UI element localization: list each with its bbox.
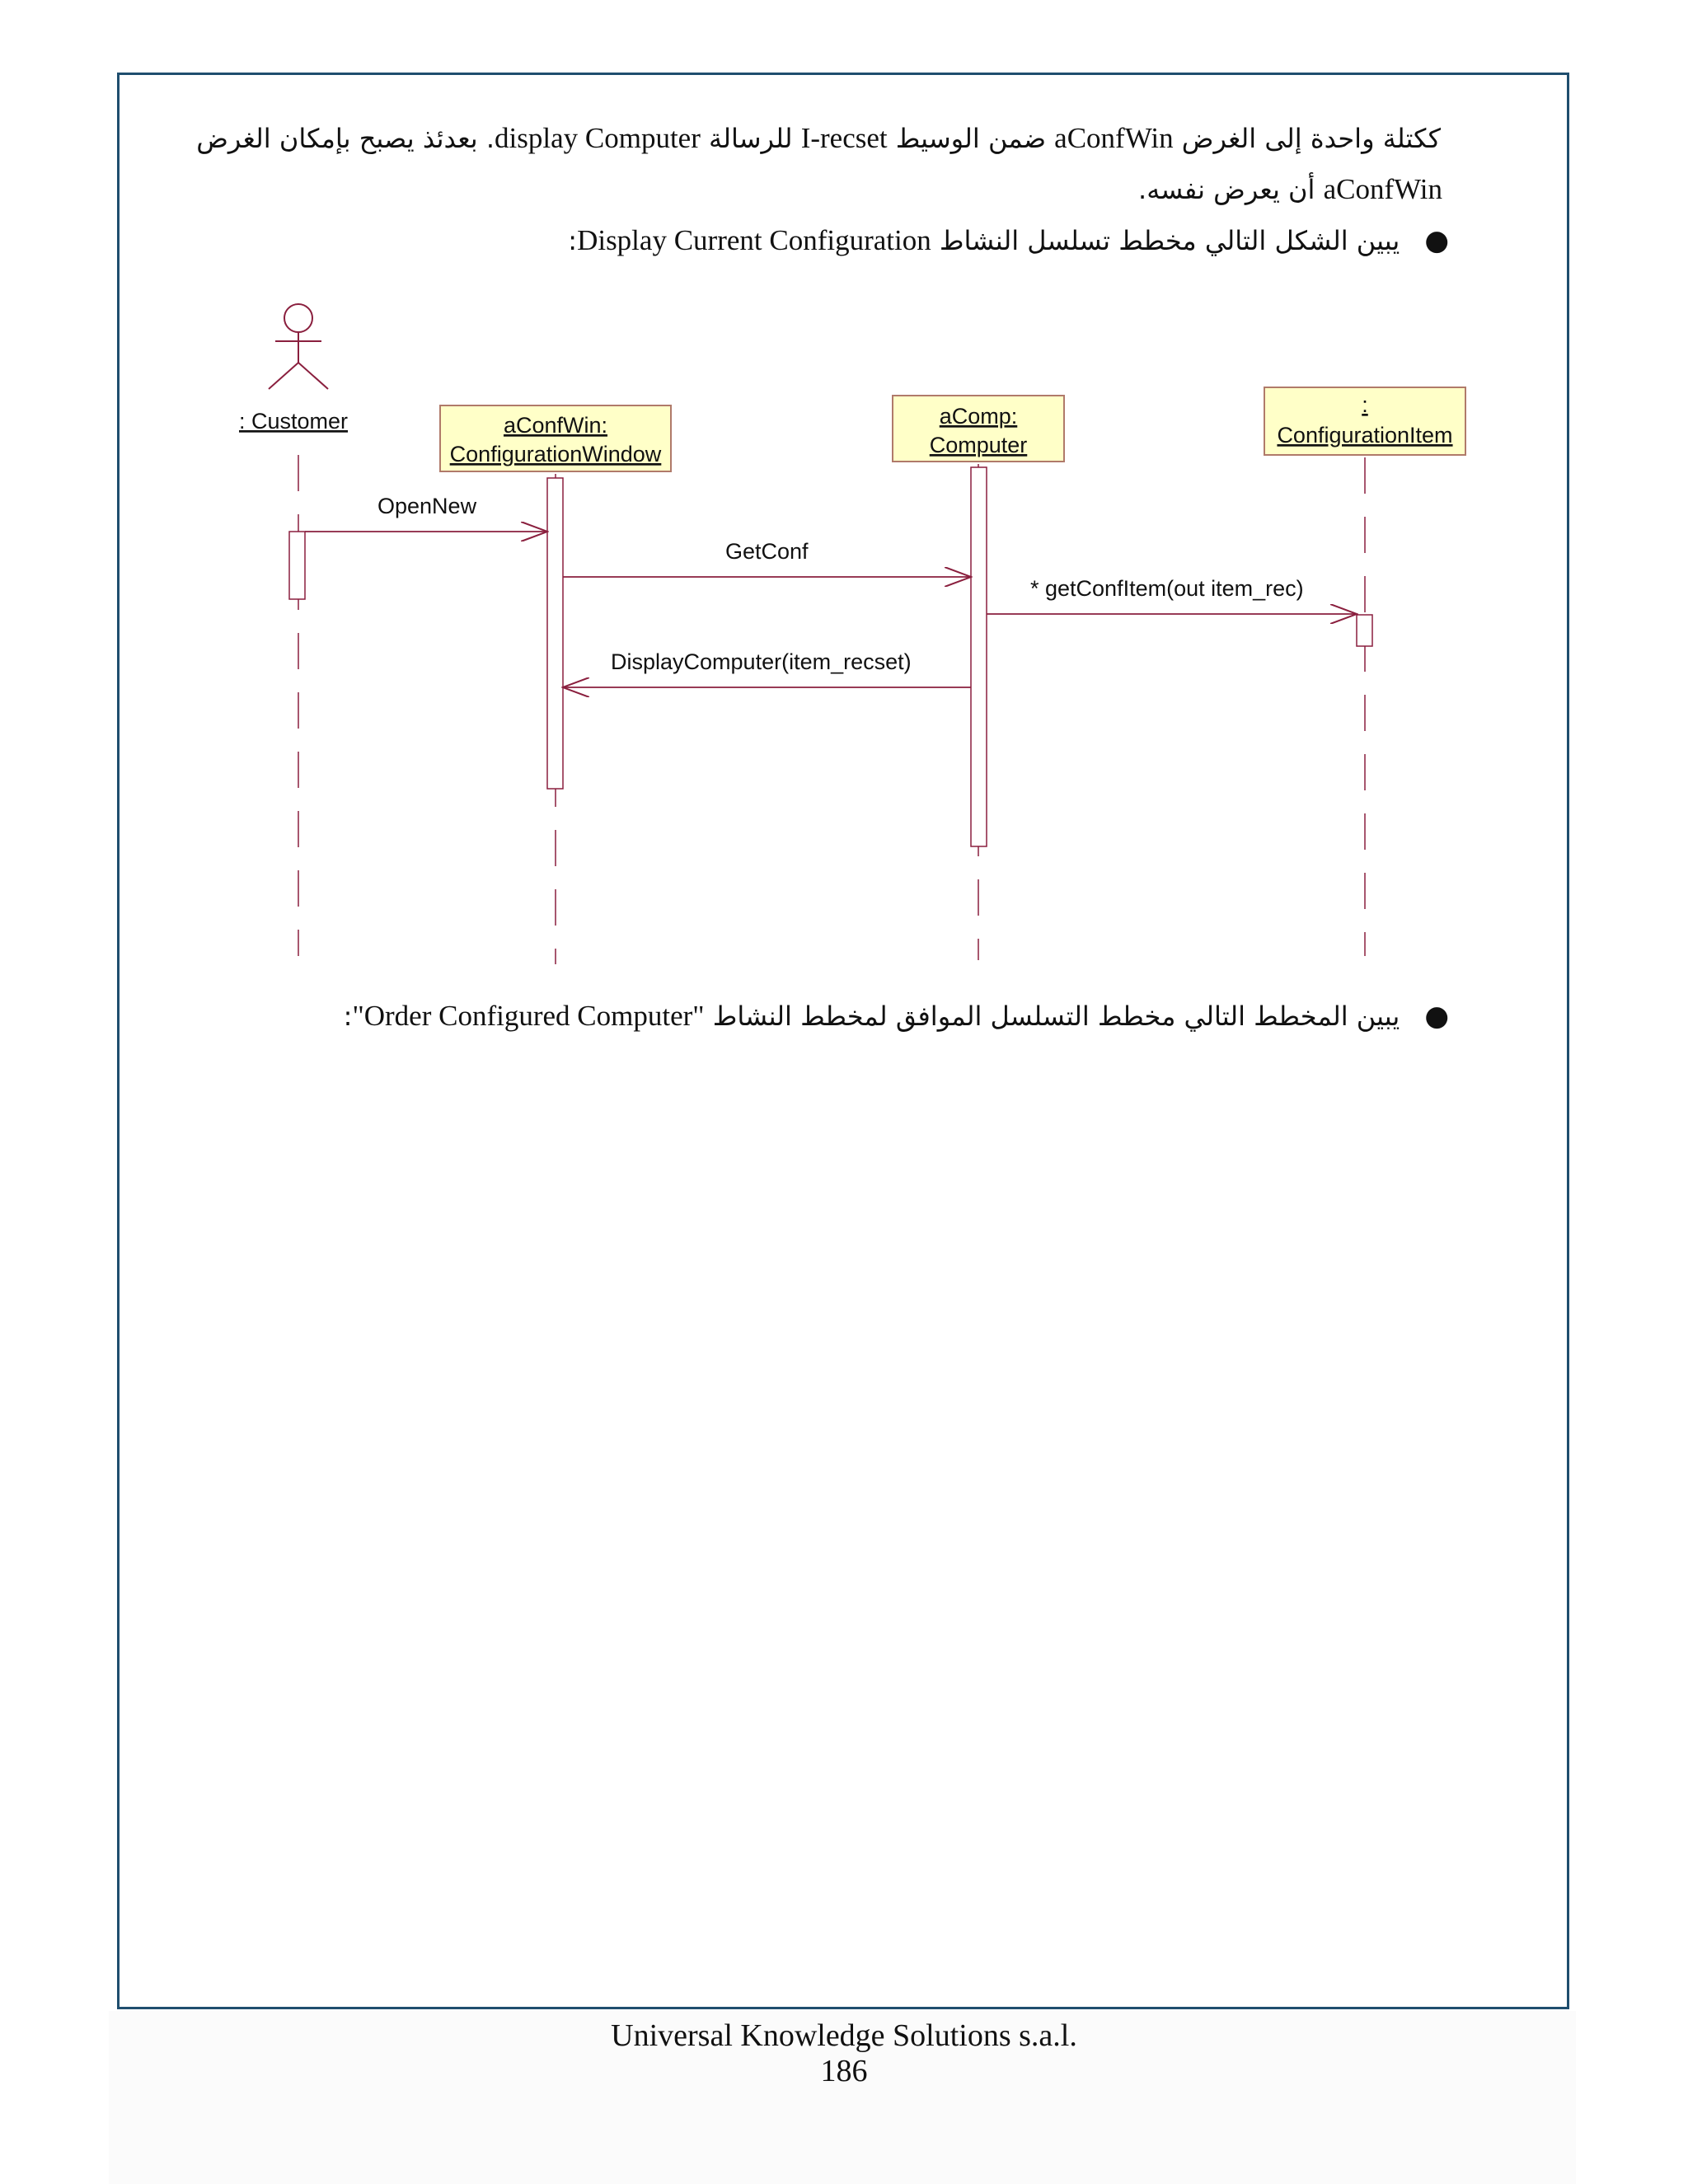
message-label: * getConfItem(out item_rec): [1030, 576, 1304, 601]
lifeline-class: Computer: [929, 433, 1028, 457]
lifeline-box-configwindow: [440, 405, 671, 471]
lifeline-box-computer: [893, 396, 1064, 462]
page-number: 186: [820, 2054, 868, 2088]
message-label: DisplayComputer(item_recset): [611, 649, 912, 674]
message-label: GetConf: [725, 539, 809, 564]
lifeline-name: aComp:: [939, 404, 1018, 429]
actor-label: : Customer: [239, 409, 349, 434]
bullet-icon: ●: [1424, 224, 1449, 257]
actor-customer: [269, 304, 328, 389]
lifeline-box-configitem: [1264, 387, 1465, 455]
lifeline-name: :: [1362, 392, 1368, 417]
paragraph-line-1: ككتلة واحدة إلى الغرض aConfWin ضمن الوسيط I-recset للرسالة display Computer. بعدئذ يصبح بإمكان الغرض: [196, 122, 1441, 154]
lifeline-class: ConfigurationItem: [1277, 423, 1453, 448]
footer-company: Universal Knowledge Solutions s.a.l.: [611, 2018, 1077, 2053]
bullet-2: ●يبين المخطط التالي مخطط التسلسل الموافق لمخطط النشاط "Order Configured Computer":: [343, 1000, 1449, 1033]
bullet-1: ●يبين الشكل التالي مخطط تسلسل النشاط Display Current Configuration:: [568, 224, 1449, 257]
lifeline-name: aConfWin:: [503, 413, 608, 438]
paragraph-line-2: aConfWin أن يعرض نفسه.: [1138, 173, 1442, 205]
bullet-icon: ●: [1424, 1000, 1449, 1033]
lifeline-class: ConfigurationWindow: [449, 442, 662, 466]
message-label: OpenNew: [377, 494, 477, 518]
